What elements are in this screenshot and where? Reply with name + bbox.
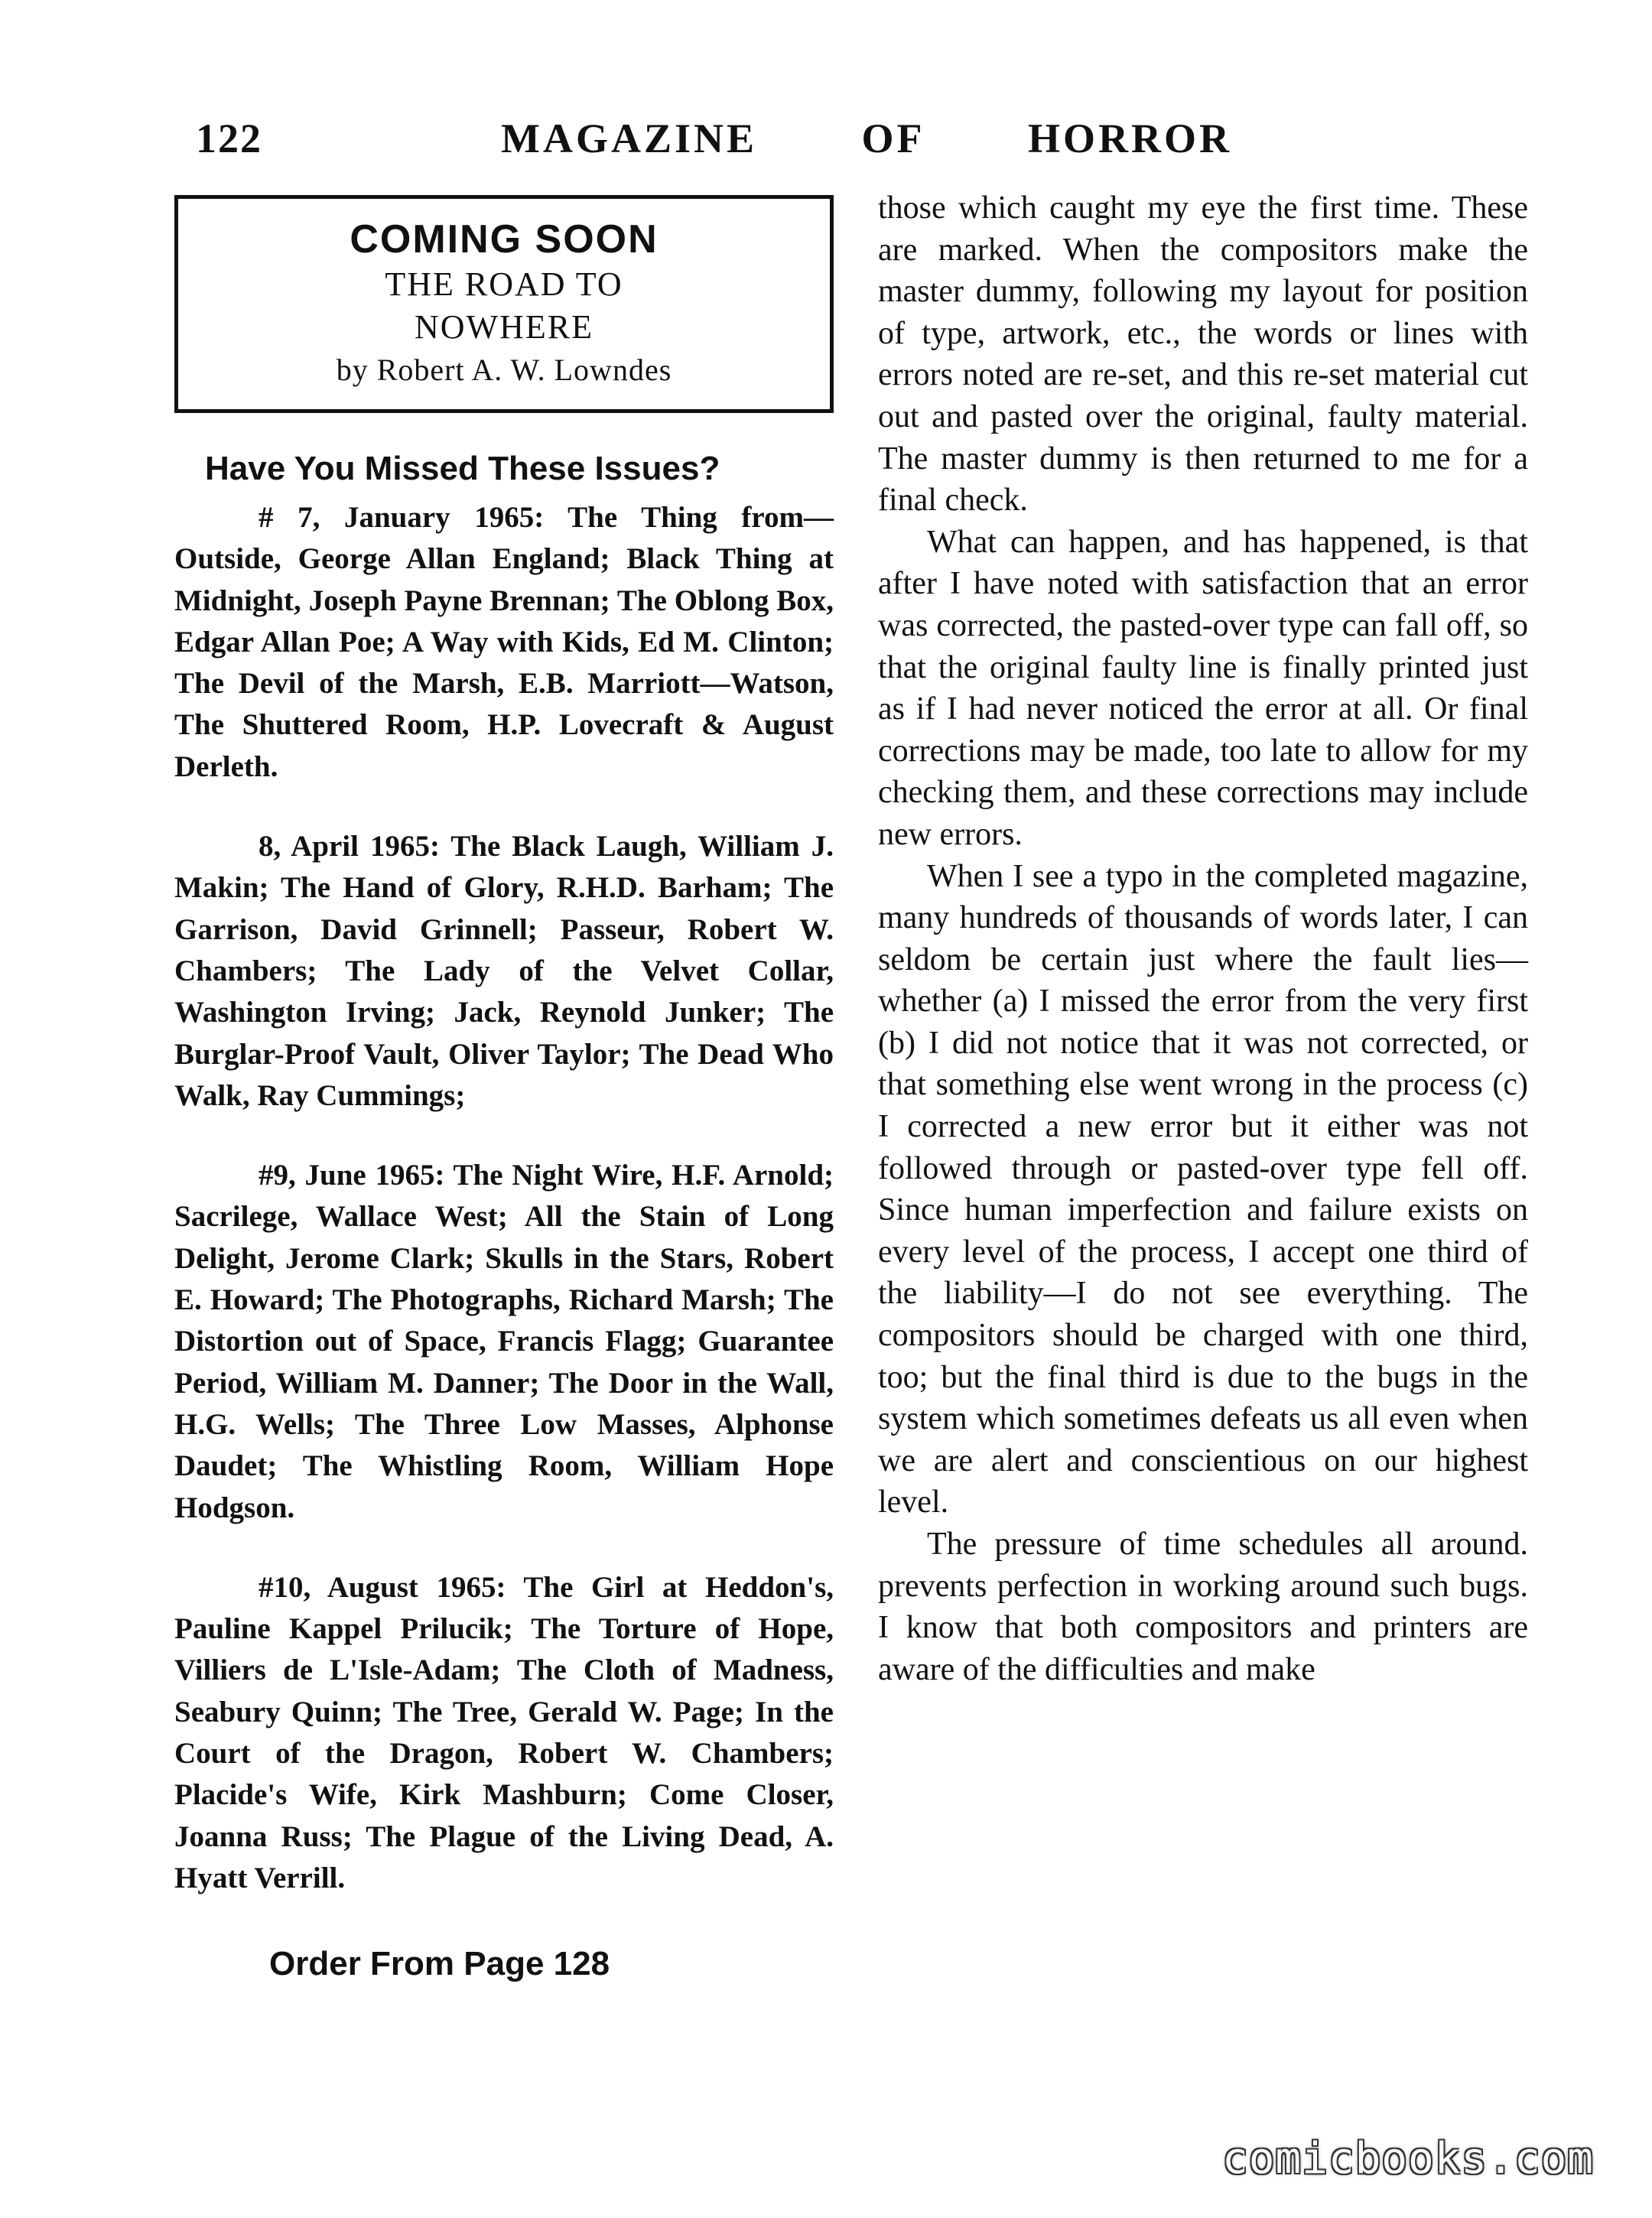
coming-soon-title-line-1: THE ROAD TO bbox=[385, 265, 623, 303]
article-paragraph: those which caught my eye the first time. These are marked. When the compositors make the master dummy, following my layout for position of type, artwork, etc., the words or lines with errors noted are re-set, and this re-set material cut out and pasted over the original, faulty material. The master dummy is then returned to me for a final check. bbox=[878, 190, 1528, 519]
issue-listing-8: 8, April 1965: The Black Laugh, William J. Makin; The Hand of Glory, R.H.D. Barham; The Garrison, David Grinnell; Passeur, Robert W. Chambers; The Lady of the Velvet Collar, Washington Irving; Jack, Reynold Junker; The Burglar-Proof Vault, Oliver Taylor; The Dead Who Walk, Ray Cummings; bbox=[174, 830, 834, 1112]
page-number: 122 bbox=[196, 115, 262, 161]
article-paragraph: When I see a typo in the completed magazine, many hundreds of thousands of words later, I can seldom be certain just where the fault lies—whether (a) I missed the error from the very first (b) I did not notice that it was not corrected, or that something else went wrong in the process (c) I corrected a new error but it either was not followed through or pasted-over type fell off. Since human imperfection and failure exists on every level of the process, I accept one third of the liability—I do not see everything. The compositors should be charged with one third, too; but the final third is due to the bugs in the system which sometimes defeats us all even when we are alert and conscientious on our highest level. bbox=[878, 858, 1528, 1520]
left-column bbox=[174, 195, 834, 1983]
site-watermark: comicbooks.com bbox=[1222, 2134, 1595, 2184]
article-paragraph: The pressure of time schedules all around. prevents perfection in working around such bugs. I know that both compositors and printers are aware of the difficulties and make bbox=[878, 1527, 1528, 1687]
coming-soon-box bbox=[174, 195, 834, 413]
coming-soon-byline: by Robert A. W. Lowndes bbox=[336, 353, 672, 387]
coming-soon-heading: COMING SOON bbox=[350, 217, 659, 262]
page-header bbox=[0, 115, 1652, 176]
issue-listing-9: #9, June 1965: The Night Wire, H.F. Arnold; Sacrilege, Wallace West; All the Stain of Long Delight, Jerome Clark; Skulls in the Stars, Robert E. Howard; The Photographs, Richard Marsh; The Distortion out of Space, Francis Flagg; Guarantee Period, William M. Danner; The Door in the Wall, H.G. Wells; The Three Low Masses, Alphonse Daudet; The Whistling Room, William Hope Hodgson. bbox=[174, 1159, 834, 1524]
order-from-page-note: Order From Page 128 bbox=[269, 1945, 610, 1983]
issue-listing-10: #10, August 1965: The Girl at Heddon's, Pauline Kappel Prilucik; The Torture of Hope, Villiers de L'Isle-Adam; The Cloth of Madness, Seabury Quinn; The Tree, Gerald W. Page; In the Court of the Dragon, Robert W. Chambers; Placide's Wife, Kirk Mashburn; Come Closer, Joanna Russ; The Plague of the Living Dead, A. Hyatt Verrill. bbox=[174, 1570, 834, 1894]
magazine-title: MAGAZINE OF HORROR bbox=[501, 115, 1232, 161]
article-paragraph: What can happen, and has happened, is that after I have noted with satisfaction that an error was corrected, the pasted-over type can fall off, so that the original faulty line is finally printed just as if I had never noticed the error at all. Or final corrections may be made, too late to allow for my checking them, and these corrections may include new errors. bbox=[878, 524, 1528, 852]
missed-issues-heading: Have You Missed These Issues? bbox=[205, 450, 720, 487]
article-column bbox=[878, 187, 1528, 1690]
issue-listing-7: # 7, January 1965: The Thing from—Outside, George Allan England; Black Thing at Midnight, Joseph Payne Brennan; The Oblong Box, Edgar Allan Poe; A Way with Kids, Ed M. Clinton; The Devil of the Marsh, E.B. Marriott—Watson, The Shuttered Room, H.P. Lovecraft & August Derleth. bbox=[174, 501, 834, 783]
coming-soon-title-line-2: NOWHERE bbox=[415, 308, 593, 346]
